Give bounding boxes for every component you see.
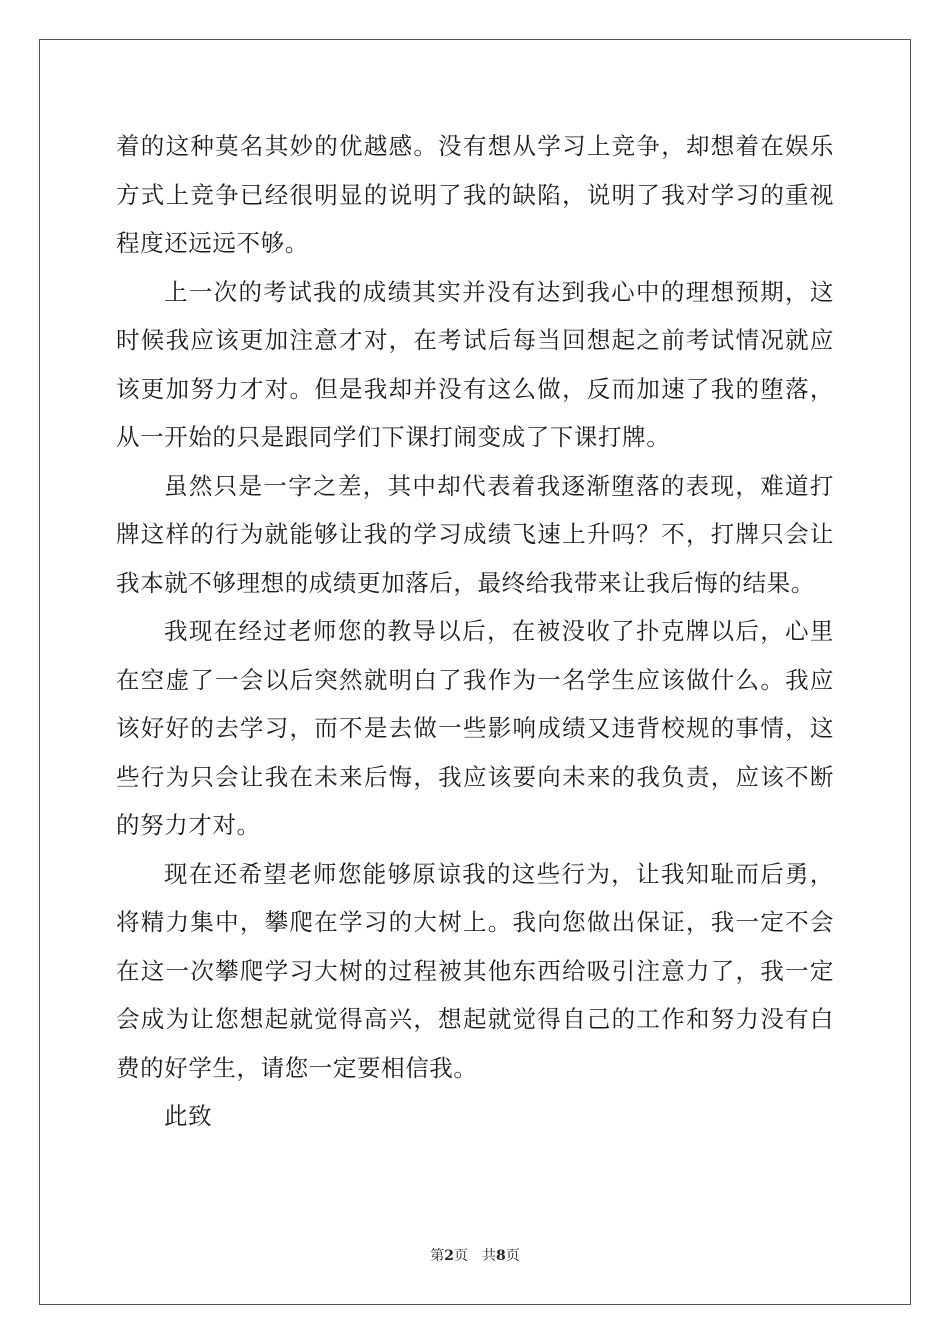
paragraph-1: 着的这种莫名其妙的优越感。没有想从学习上竞争，却想着在娱乐方式上竞争已经很明显的说明了我的缺陷，说明了我对学习的重视程度还远远不够。 [116, 132, 834, 257]
paragraph-3: 虽然只是一字之差，其中却代表着我逐渐堕落的表现，难道打牌这样的行为就能够让我的学习成绩飞速上升吗？不，打牌只会让我本就不够理想的成绩更加落后，最终给我带来让我后悔的结果。 [116, 471, 834, 597]
page-footer [0, 1246, 950, 1266]
page-number-indicator: 第2页 [430, 1248, 468, 1264]
total-page-count: 8 [496, 1248, 506, 1264]
paragraph-2: 上一次的考试我的成绩其实并没有达到我心中的理想预期，这时候我应该更加注意才对，在考试后每当回想起之前考试情况就应该更加努力才对。但是我却并没有这么做，反而加速了我的堕落，从一开始的只是跟同学们下课打闹变成了下课打牌。 [116, 277, 834, 451]
document-body [116, 122, 834, 1141]
current-page-number: 2 [444, 1248, 454, 1264]
paragraph-5: 现在还希望老师您能够原谅我的这些行为，让我知耻而后勇，将精力集中，攀爬在学习的大树上。我向您做出保证，我一定不会在这一次攀爬学习大树的过程被其他东西给吸引注意力了，我一定会成为让您想起就觉得高兴，想起就觉得自己的工作和努力没有白费的好学生，请您一定要相信我。 [116, 859, 834, 1082]
closing-salutation: 此致 [164, 1102, 213, 1130]
paragraph-4: 我现在经过老师您的教导以后，在被没收了扑克牌以后，心里在空虚了一会以后突然就明白了我作为一名学生应该做什么。我应该好好的去学习，而不是去做一些影响成绩又违背校规的事情，这些行为只会让我在未来后悔，我应该要向未来的我负责，应该不断的努力才对。 [116, 617, 834, 839]
total-pages-indicator: 共8页 [482, 1248, 520, 1264]
